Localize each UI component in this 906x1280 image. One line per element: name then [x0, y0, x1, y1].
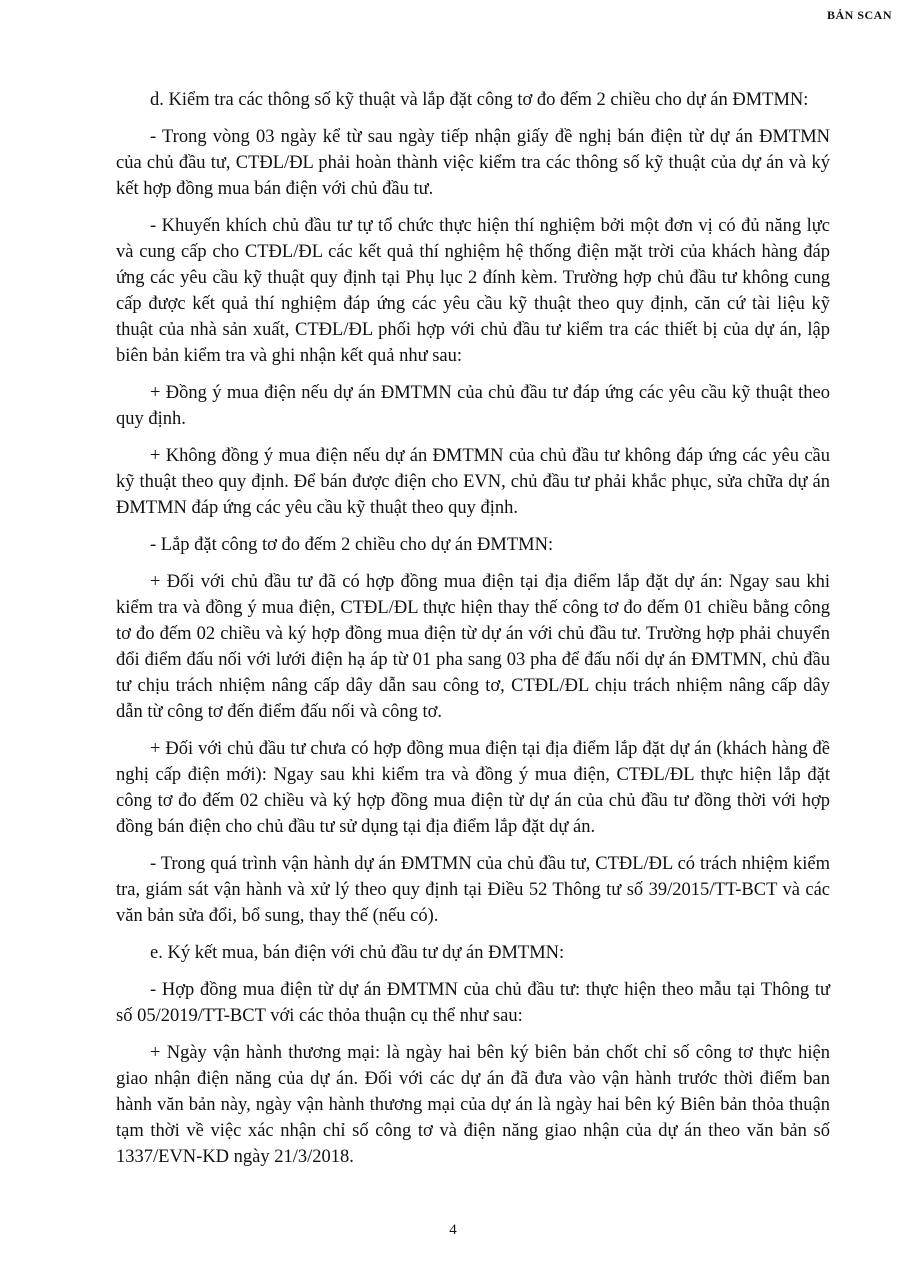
section-e-heading: e. Ký kết mua, bán điện với chủ đầu tư dự án ĐMTMN: [150, 943, 565, 963]
paragraph-meter-installation: - Lắp đặt công tơ đo đếm 2 chiều cho dự án ĐMTMN: [150, 535, 554, 555]
paragraph-existing-contract: + Đối với chủ đầu tư đã có hợp đồng mua điện tại địa điểm lắp đặt dự án: Ngay sau khi kiểm tra và đồng ý mua điện, CTĐL/ĐL thực hiện thay thế công tơ đo đếm 01 chiều bằng công tơ đo đếm 02 chiều và ký hợp đồng mua điện từ dự án với chủ đầu tư. Trường hợp phải chuyển đổi điểm đấu nối với lưới điện hạ áp từ 01 pha sang 03 pha để đấu nối dự án ĐMTMN, chủ đầu tư chịu trách nhiệm nâng cấp dây dẫn sau công tơ, CTĐL/ĐL chịu trách nhiệm nâng cấp dây dẫn từ công tơ đến điểm đấu nối và công tơ. [116, 572, 830, 722]
paragraph-disagree-purchase: + Không đồng ý mua điện nếu dự án ĐMTMN của chủ đầu tư không đáp ứng các yêu cầu kỹ thuật theo quy định. Để bán được điện cho EVN, chủ đầu tư phải khắc phục, sửa chữa dự án ĐMTMN đáp ứng các yêu cầu kỹ thuật theo quy định. [116, 446, 830, 518]
scan-label: BẢN SCAN [826, 8, 892, 22]
page-number: 4 [449, 1222, 457, 1238]
paragraph-inspection-deadline: - Trong vòng 03 ngày kể từ sau ngày tiếp nhận giấy đề nghị bán điện từ dự án ĐMTMN của chủ đầu tư, CTĐL/ĐL phải hoàn thành việc kiểm tra các thông số kỹ thuật của dự án và ký kết hợp đồng mua bán điện với chủ đầu tư. [116, 127, 830, 199]
section-d-heading: d. Kiểm tra các thông số kỹ thuật và lắp đặt công tơ đo đếm 2 chiều cho dự án ĐMTMN: [150, 90, 809, 110]
paragraph-testing-encouragement: - Khuyến khích chủ đầu tư tự tổ chức thực hiện thí nghiệm bởi một đơn vị có đủ năng lực và cung cấp cho CTĐL/ĐL các kết quả thí nghiệm hệ thống điện mặt trời của khách hàng đáp ứng các yêu cầu kỹ thuật quy định tại Phụ lục 2 đính kèm. Trường hợp chủ đầu tư không cung cấp được kết quả thí nghiệm đáp ứng các yêu cầu kỹ thuật theo quy định, căn cứ tài liệu kỹ thuật của nhà sản xuất, CTĐL/ĐL phối hợp với chủ đầu tư kiểm tra các thiết bị của dự án, lập biên bản kiểm tra và ghi nhận kết quả như sau: [116, 216, 830, 366]
paragraph-commercial-operation-date: + Ngày vận hành thương mại: là ngày hai bên ký biên bản chốt chỉ số công tơ thực hiện giao nhận điện năng của dự án. Đối với các dự án đã đưa vào vận hành trước thời điểm ban hành văn bản này, ngày vận hành thương mại của dự án là ngày hai bên ký Biên bản thỏa thuận tạm thời về việc xác nhận chỉ số công tơ và điện năng giao nhận của dự án theo văn bản số 1337/EVN-KD ngày 21/3/2018. [116, 1043, 830, 1167]
paragraph-operation-supervision: - Trong quá trình vận hành dự án ĐMTMN của chủ đầu tư, CTĐL/ĐL có trách nhiệm kiểm tra, giám sát vận hành và xử lý theo quy định tại Điều 52 Thông tư số 39/2015/TT-BCT và các văn bản sửa đổi, bổ sung, thay thế (nếu có). [116, 854, 830, 926]
document-body [116, 87, 830, 1181]
paragraph-new-contract: + Đối với chủ đầu tư chưa có hợp đồng mua điện tại địa điểm lắp đặt dự án (khách hàng đề nghị cấp điện mới): Ngay sau khi kiểm tra và đồng ý mua điện, CTĐL/ĐL thực hiện lắp đặt công tơ đo đếm 02 chiều và ký hợp đồng mua điện từ dự án của chủ đầu tư đồng thời với hợp đồng bán điện cho chủ đầu tư sử dụng tại địa điểm lắp đặt dự án. [116, 739, 830, 837]
paragraph-purchase-contract: - Hợp đồng mua điện từ dự án ĐMTMN của chủ đầu tư: thực hiện theo mẫu tại Thông tư số 05/2019/TT-BCT với các thỏa thuận cụ thể như sau: [116, 980, 830, 1026]
paragraph-agree-purchase: + Đồng ý mua điện nếu dự án ĐMTMN của chủ đầu tư đáp ứng các yêu cầu kỹ thuật theo quy định. [116, 383, 830, 429]
